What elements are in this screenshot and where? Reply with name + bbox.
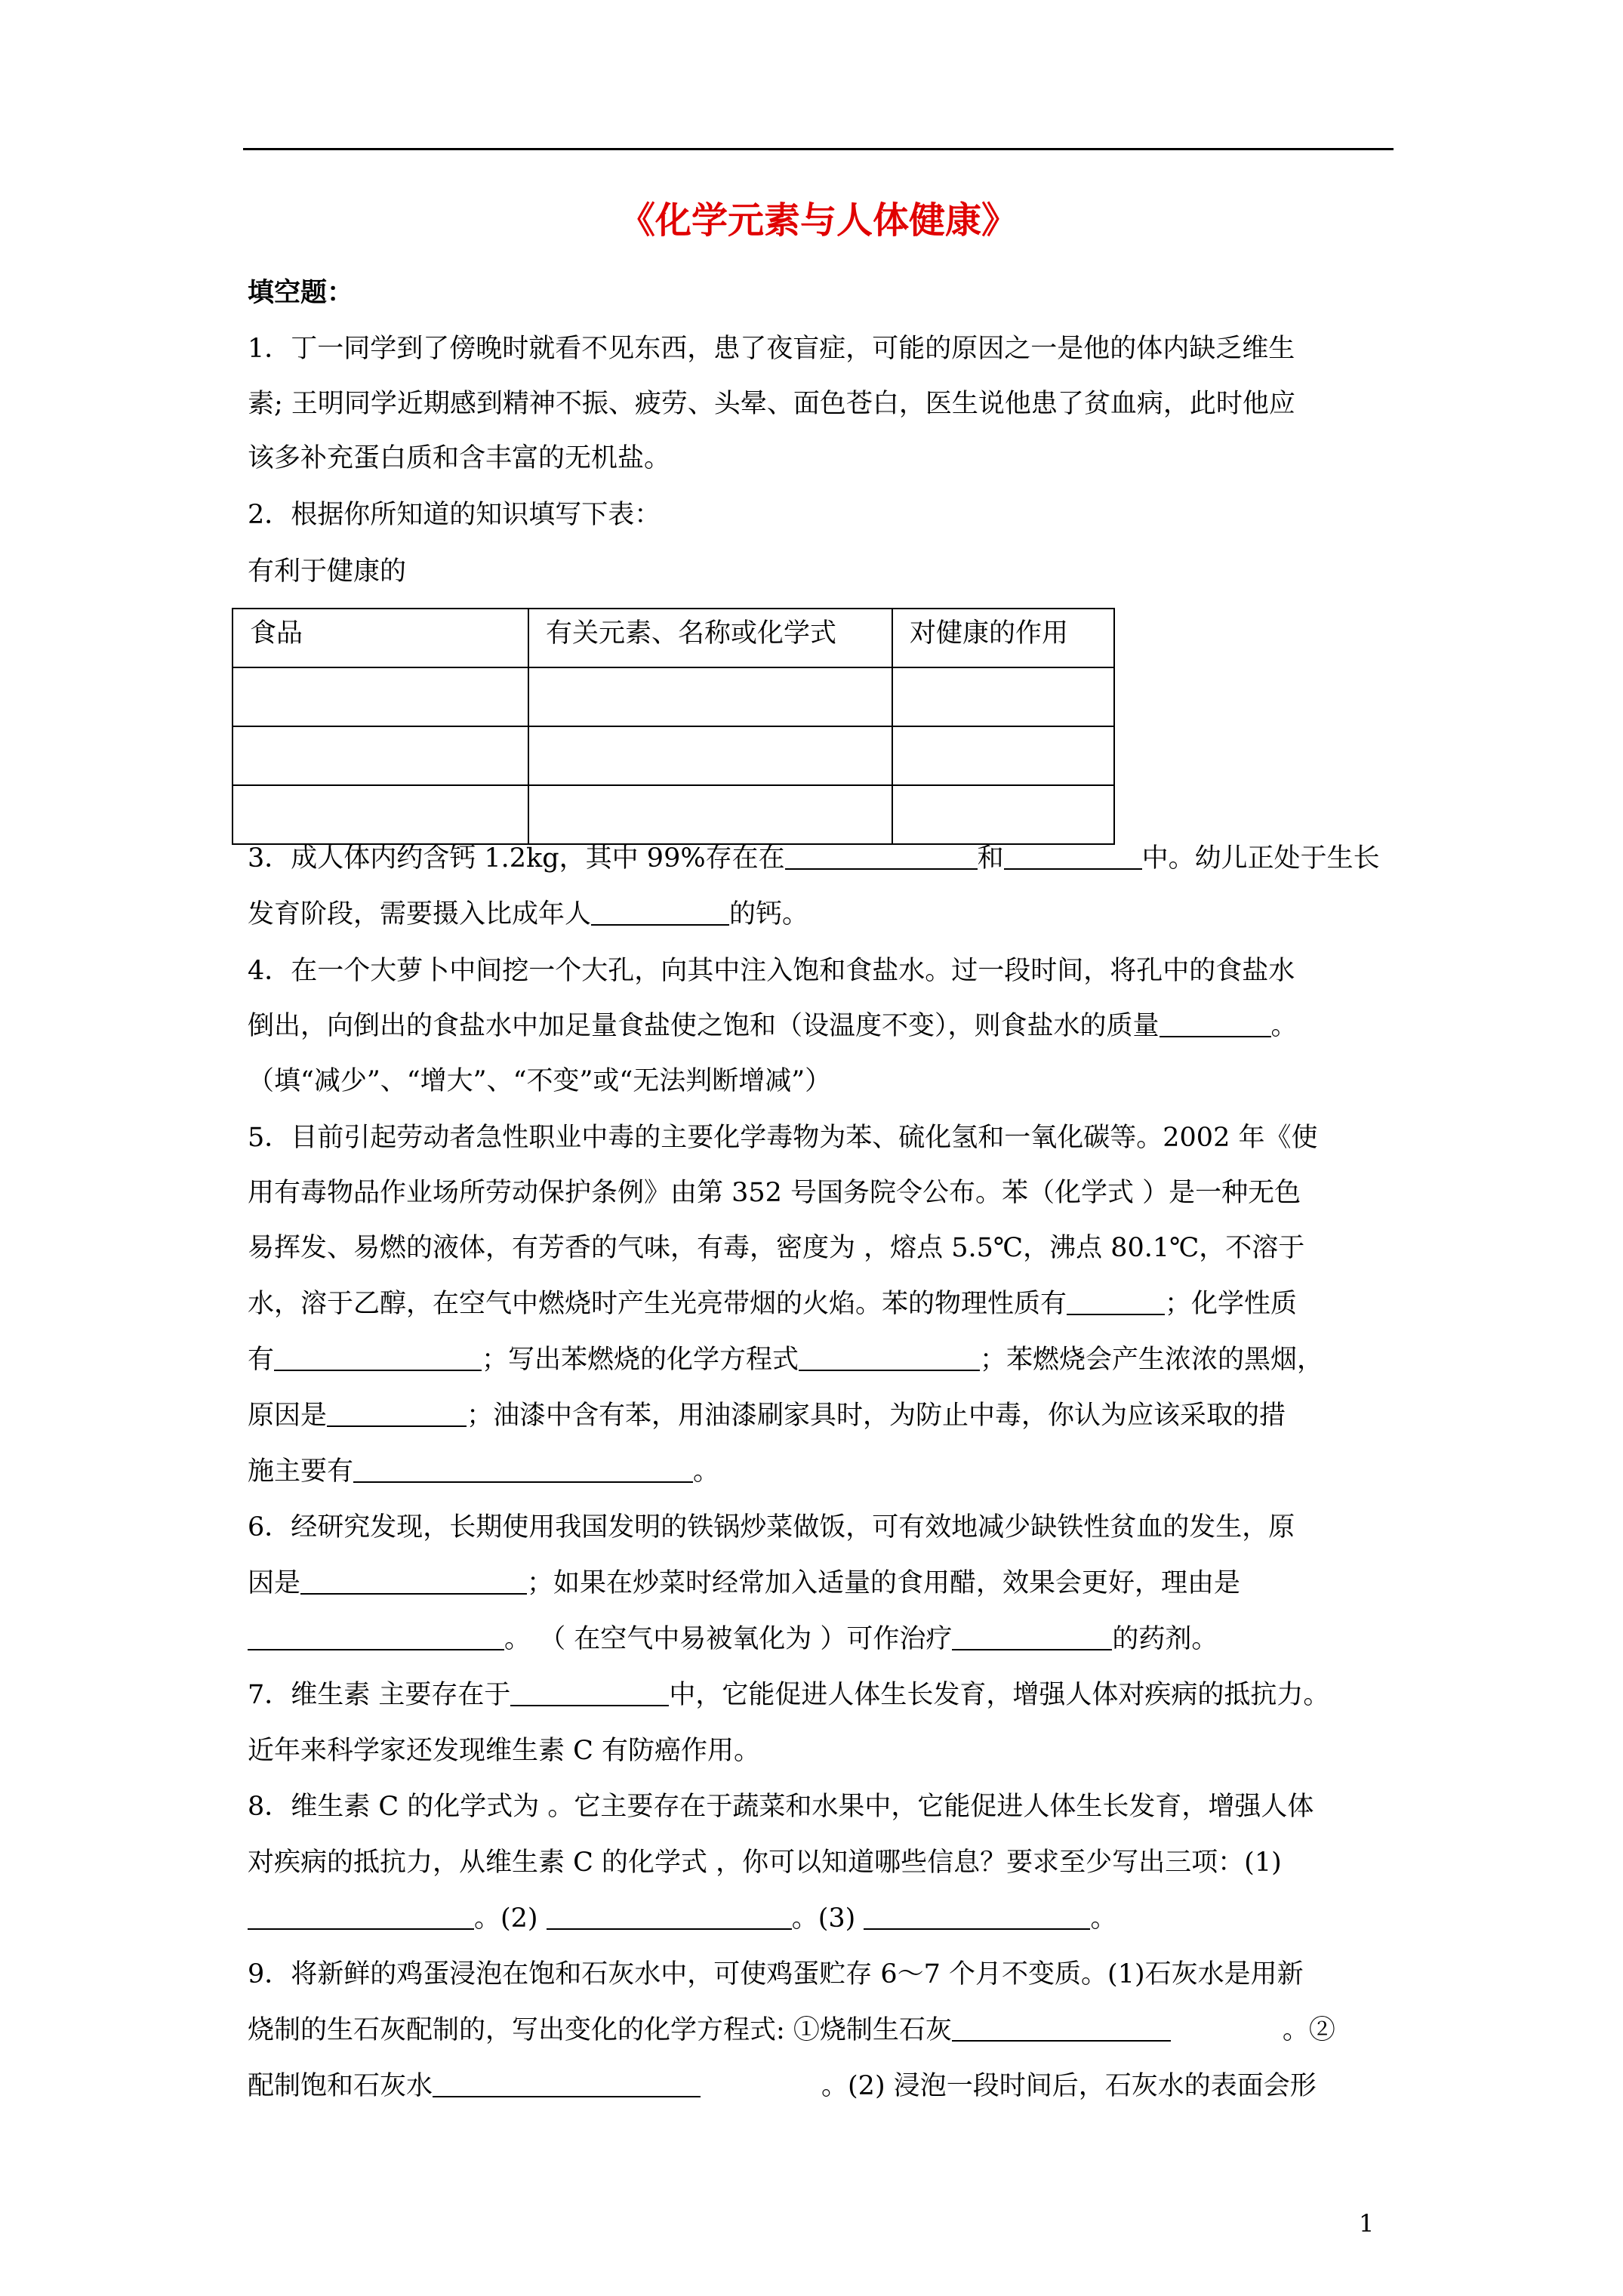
answer-blank[interactable] — [1004, 843, 1142, 870]
q5-line-1: 5．目前引起劳动者急性职业中毒的主要化学毒物为苯、硫化氢和一氧化碳等。2002 年《使 — [248, 1123, 1318, 1153]
table-header-cell: 有关元素、名称或化学式 — [528, 609, 892, 667]
table-header-row — [233, 609, 1114, 667]
q2-line-1: 2．根据你所知道的知识填写下表： — [248, 500, 661, 530]
table-caption: 有利于健康的 — [248, 556, 407, 587]
table-cell[interactable] — [892, 785, 1114, 844]
q6-line-3: 。 （ 在空气中易被氧化为 ）可作治疗 的药剂。 — [248, 1623, 1218, 1656]
answer-blank[interactable] — [591, 898, 729, 926]
answer-blank[interactable] — [248, 1623, 504, 1650]
answer-blank[interactable] — [952, 2014, 1171, 2042]
table-cell[interactable] — [528, 785, 892, 844]
table-cell[interactable] — [233, 726, 528, 785]
answer-blank[interactable] — [1067, 1288, 1165, 1315]
q9-line-3: 配制饱和石灰水 。(2) 浸泡一段时间后，石灰水的表面会形 — [248, 2071, 1317, 2101]
table-cell[interactable] — [892, 726, 1114, 785]
page-title: 《化学元素与人体健康》 — [618, 199, 1018, 242]
q9-line-1: 9．将新鲜的鸡蛋浸泡在饱和石灰水中，可使鸡蛋贮存 6～7 个月不变质。(1)石灰水是用新 — [248, 1959, 1304, 1989]
table-header-cell: 食品 — [233, 609, 528, 667]
q4-line-3: （填“减少”、“增大”、“不变”或“无法判断增减”） — [248, 1066, 832, 1096]
table-row — [233, 726, 1114, 785]
q8-line-2: 对疾病的抵抗力，从维生素 C 的化学式 ，你可以知道哪些信息？要求至少写出三项：(1) — [248, 1848, 1282, 1878]
q7-line-1: 7．维生素 主要存在于 中，它能促进人体生长发育，增强人体对疾病的抵抗力。 — [248, 1680, 1330, 1710]
table-cell[interactable] — [233, 785, 528, 844]
q1-line-3: 该多补充蛋白质和含丰富的无机盐。 — [248, 443, 671, 473]
section-label: 填空题： — [248, 278, 354, 308]
q5-line-2: 用有毒物品作业场所劳动保护条例》由第 352 号国务院令公布。苯（化学式 ）是一种无色 — [248, 1178, 1301, 1208]
answer-blank[interactable] — [864, 1903, 1090, 1930]
table-row — [233, 785, 1114, 844]
q6-line-2: 因是 ；如果在炒菜时经常加入适量的食用醋，效果会更好，理由是 — [248, 1568, 1241, 1598]
table-cell[interactable] — [528, 667, 892, 726]
table-cell[interactable] — [528, 726, 892, 785]
answer-blank[interactable] — [274, 1344, 482, 1371]
q6-line-1: 6．经研究发现，长期使用我国发明的铁锅炒菜做饭，可有效地减少缺铁性贫血的发生，原 — [248, 1512, 1295, 1542]
answer-blank[interactable] — [353, 1456, 693, 1483]
table-cell[interactable] — [233, 667, 528, 726]
q5-line-6: 原因是 ；油漆中含有苯，用油漆刷家具时，为防止中毒，你认为应该采取的措 — [248, 1401, 1286, 1431]
answer-blank[interactable] — [785, 843, 978, 870]
q1-line-1: 1．丁一同学到了傍晚时就看不见东西，患了夜盲症，可能的原因之一是他的体内缺乏维生 — [248, 334, 1295, 364]
q3-line-2: 发育阶段，需要摄入比成年人 的钙。 — [248, 899, 809, 929]
page-number: 1 — [1359, 2209, 1375, 2238]
answer-blank[interactable] — [327, 1400, 467, 1427]
q5-line-4: 水，溶于乙醇，在空气中燃烧时产生光亮带烟的火焰。苯的物理性质有 ；化学性质 — [248, 1289, 1298, 1319]
q4-line-1: 4．在一个大萝卜中间挖一个大孔，向其中注入饱和食盐水。过一段时间，将孔中的食盐水 — [248, 956, 1295, 986]
health-table — [232, 608, 1115, 845]
answer-blank[interactable] — [300, 1567, 527, 1595]
table-row — [233, 667, 1114, 726]
table-cell[interactable] — [892, 667, 1114, 726]
q4-line-2: 倒出，向倒出的食盐水中加足量食盐使之饱和（设温度不变），则食盐水的质量 。 — [248, 1011, 1298, 1041]
answer-blank[interactable] — [799, 1344, 980, 1371]
answer-blank[interactable] — [248, 1903, 474, 1930]
answer-blank[interactable] — [510, 1679, 669, 1706]
q5-line-5: 有 ；写出苯燃烧的化学方程式 ；苯燃烧会产生浓浓的黑烟， — [248, 1345, 1324, 1375]
header-rule — [243, 148, 1394, 150]
q7-line-2: 近年来科学家还发现维生素 C 有防癌作用。 — [248, 1736, 761, 1766]
q5-line-7: 施主要有 。 — [248, 1456, 720, 1487]
answer-blank[interactable] — [1160, 1010, 1271, 1037]
q5-line-3: 易挥发、易燃的液体，有芳香的气味，有毒，密度为 ，熔点 5.5℃，沸点 80.1℃，不溶于 — [248, 1233, 1305, 1263]
q8-line-3: 。(2) 。(3) 。 — [248, 1902, 1116, 1935]
table-header-cell: 对健康的作用 — [892, 609, 1114, 667]
q1-line-2: 素; 王明同学近期感到精神不振、疲劳、头晕、面色苍白，医生说他患了贫血病，此时他应 — [248, 389, 1295, 419]
q3-line-1: 3．成人体内约含钙 1.2kg，其中 99%存在在 和 中。幼儿正处于生长 — [248, 843, 1380, 874]
answer-blank[interactable] — [952, 1623, 1112, 1650]
q9-line-2: 烧制的生石灰配制的，写出变化的化学方程式: ①烧制生石灰 。② — [248, 2015, 1335, 2045]
q8-line-1: 8．维生素 C 的化学式为 。它主要存在于蔬菜和水果中，它能促进人体生长发育，增强人体 — [248, 1792, 1314, 1822]
answer-blank[interactable] — [433, 2070, 701, 2097]
answer-blank[interactable] — [547, 1903, 792, 1930]
